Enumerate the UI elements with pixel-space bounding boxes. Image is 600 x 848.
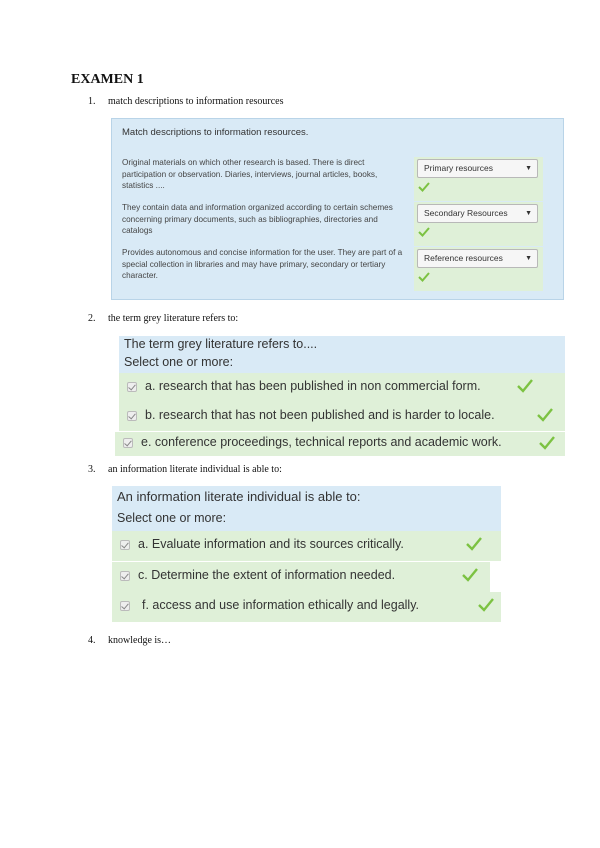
question-number: 4. [88, 635, 96, 646]
checkbox-checked[interactable] [120, 571, 130, 581]
multiple-choice-card [119, 336, 565, 455]
checkmark-icon [539, 436, 555, 450]
chevron-down-icon: ▼ [525, 255, 532, 262]
question-prompt-area [112, 486, 501, 531]
checkbox-checked[interactable] [127, 411, 137, 421]
matching-instructions: Match descriptions to information resources. [122, 127, 309, 138]
answer-option-label: a. research that has been published in non commercial form. [145, 379, 481, 393]
matching-description: They contain data and information organized according to certain schemes concerning primary documents, such as bibliographies, directories and catalogs [122, 203, 393, 235]
checkmark-icon [418, 182, 430, 192]
answer-select-value: Primary resources [424, 163, 493, 173]
question-text: knowledge is… [108, 635, 172, 646]
question-3-heading [88, 464, 282, 475]
answer-option[interactable] [112, 562, 490, 592]
chevron-down-icon: ▼ [525, 210, 532, 217]
answer-option-label: c. Determine the extent of information needed. [138, 568, 396, 582]
question-2-heading [88, 313, 238, 324]
answer-option[interactable] [119, 402, 565, 431]
matching-answer-area [414, 202, 543, 246]
checkmark-icon [537, 408, 553, 422]
answer-select-value: Reference resources [424, 253, 503, 263]
answer-option-label: f. access and use information ethically and legally. [142, 598, 420, 612]
question-4-heading [88, 635, 171, 646]
checkmark-icon [517, 379, 533, 393]
checkmark-icon [478, 598, 494, 612]
answer-select[interactable] [417, 249, 538, 268]
answer-option-label: a. Evaluate information and its sources critically. [138, 537, 404, 551]
chevron-down-icon: ▼ [525, 165, 532, 172]
matching-row [118, 247, 539, 291]
question-text: an information literate individual is able to: [108, 464, 282, 475]
checkmark-icon [466, 537, 482, 551]
checkbox-checked[interactable] [120, 601, 130, 611]
question-1-heading [88, 96, 284, 107]
checkbox-checked[interactable] [120, 540, 130, 550]
question-number: 1. [88, 96, 96, 107]
checkbox-checked[interactable] [127, 382, 137, 392]
question-text: the term grey literature refers to: [108, 313, 239, 324]
matching-answer-area [414, 157, 543, 201]
matching-description: Original materials on which other research is based. There is direct participation or observation. Diaries, interviews, journal articles, books, statistics .... [122, 158, 378, 190]
question-prompt: The term grey literature refers to.... [124, 337, 318, 351]
answer-select[interactable] [417, 204, 538, 223]
matching-description: Provides autonomous and concise information for the user. They are part of a special collection in libraries and may have primary, secondary or tertiary character. [122, 248, 403, 280]
document-title: EXAMEN 1 [71, 72, 144, 87]
question-prompt-area [119, 336, 565, 373]
checkmark-icon [418, 227, 430, 237]
question-text: match descriptions to information resources [108, 96, 284, 107]
matching-answer-area [414, 247, 543, 291]
answer-select-value: Secondary Resources [424, 208, 508, 218]
answer-option-label: b. research that has not been published and is harder to locale. [145, 408, 495, 422]
matching-row [118, 157, 539, 201]
answer-option[interactable] [112, 592, 501, 622]
matching-row [118, 202, 539, 246]
checkbox-checked[interactable] [123, 438, 133, 448]
question-prompt: An information literate individual is able to: [117, 489, 361, 504]
checkmark-icon [462, 568, 478, 582]
checkmark-icon [418, 272, 430, 282]
question-number: 2. [88, 313, 96, 324]
matching-question-card [111, 118, 564, 300]
answer-option-label: e. conference proceedings, technical reports and academic work. [141, 435, 502, 449]
select-instruction: Select one or more: [117, 511, 227, 525]
answer-select[interactable] [417, 159, 538, 178]
question-number: 3. [88, 464, 96, 475]
multiple-choice-card [112, 486, 501, 622]
select-instruction: Select one or more: [124, 355, 234, 369]
answer-option[interactable] [115, 432, 565, 456]
answer-option[interactable] [119, 373, 565, 402]
answer-option[interactable] [112, 531, 501, 561]
